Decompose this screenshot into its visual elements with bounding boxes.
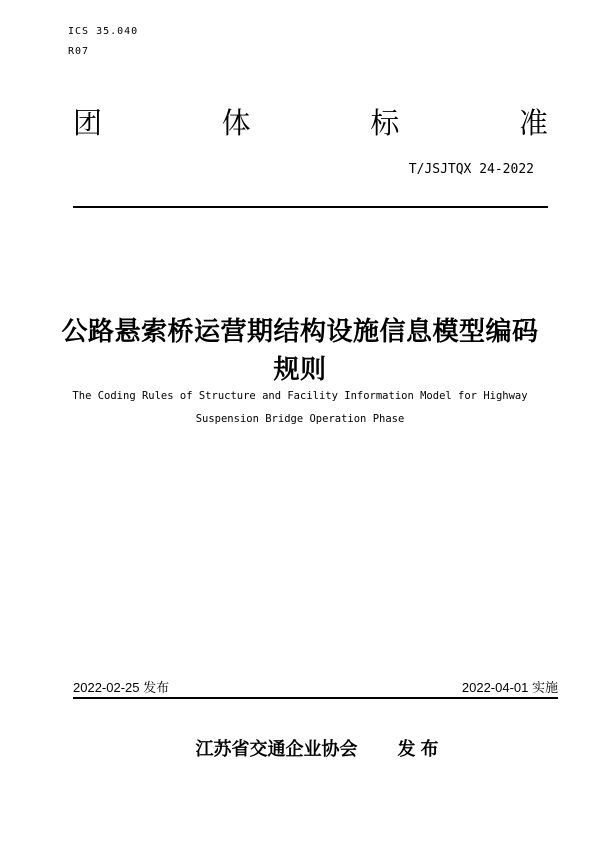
implement-date: 2022-04-01 实施 [461, 680, 558, 695]
title-english [0, 385, 600, 431]
publish-label: 发 布 [397, 739, 439, 759]
title-block [0, 312, 600, 388]
doc-type-char: 准 [518, 108, 548, 140]
publisher-gap [357, 737, 397, 761]
classification-code: R07 [68, 46, 90, 57]
title-chinese [0, 312, 600, 388]
title-chinese-line2: 规则 [273, 354, 327, 384]
footer-rule [73, 697, 558, 699]
document-type-heading [73, 106, 548, 142]
issue-date: 2022-02-25 发布 [73, 680, 170, 695]
doc-type-char: 标 [370, 108, 400, 140]
publisher-name: 江苏省交通企业协会 [195, 739, 358, 759]
ics-block [68, 22, 138, 62]
title-english-line1: The Coding Rules of Structure and Facility Information Model for Highway [72, 390, 528, 402]
publisher-row [17, 737, 600, 761]
title-english-line2: Suspension Bridge Operation Phase [195, 413, 405, 425]
doc-type-char: 体 [221, 108, 251, 140]
title-chinese-line1: 公路悬索桥运营期结构设施信息模型编码 [61, 316, 539, 346]
ics-code: ICS 35.040 [68, 26, 139, 37]
doc-type-char: 团 [73, 108, 103, 140]
header-rule [73, 206, 548, 208]
standard-number: T/JSJTQX 24-2022 [408, 162, 534, 177]
dates-row [73, 679, 558, 697]
